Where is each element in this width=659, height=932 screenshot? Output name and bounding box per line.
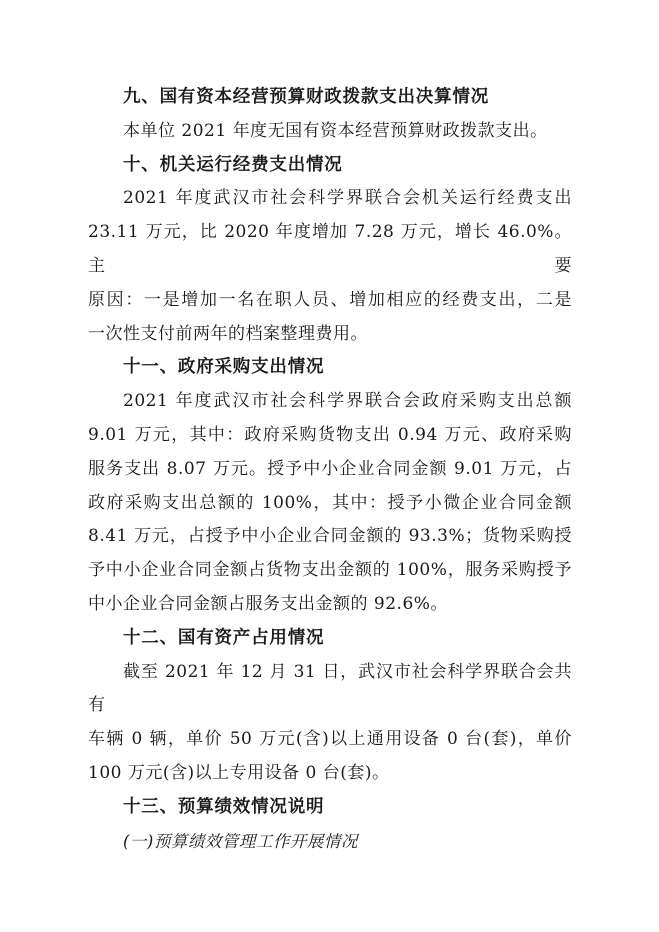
paragraph-line: 23.11 万元，比 2020 年度增加 7.28 万元，增长 46.0%。主要: [88, 222, 572, 276]
paragraph-line: 原因：一是增加一名在职人员、增加相应的经费支出，二是: [88, 289, 572, 310]
paragraph-line: 截至 2021 年 12 月 31 日，武汉市社会科学界联合会共有: [88, 661, 572, 716]
paragraph-line: 服务支出 8.07 万元。授予中小企业合同金额 9.01 万元，占: [88, 458, 572, 479]
paragraph-line: 9.01 万元，其中：政府采购货物支出 0.94 万元、政府采购: [88, 424, 572, 445]
heading-section-11: 十一、政府采购支出情况: [123, 357, 325, 378]
paragraph-line: 2021 年度武汉市社会科学界联合会机关运行经费支出: [123, 188, 572, 209]
paragraph-line: 一次性支付前两年的档案整理费用。: [88, 323, 368, 344]
paragraph-line: 予中小企业合同金额占货物支出金额的 100%，服务采购授予: [88, 560, 572, 581]
paragraph-line: 政府采购支出总额的 100%，其中：授予小微企业合同金额: [88, 492, 572, 513]
paragraph-line: 8.41 万元，占授予中小企业合同金额的 93.3%；货物采购授: [88, 526, 572, 547]
heading-section-10: 十、机关运行经费支出情况: [123, 154, 343, 175]
heading-section-9: 九、国有资本经营预算财政拨款支出决算情况: [123, 87, 489, 107]
heading-section-13: 十三、预算绩效情况说明: [123, 796, 325, 817]
subsection-kai-line: (一)预算绩效管理工作开展情况: [123, 831, 358, 851]
paragraph-line: 车辆 0 辆，单价 50 万元(含)以上通用设备 0 台(套)，单价: [88, 729, 572, 750]
paragraph-line: 本单位 2021 年度无国有资本经营预算财政拨款支出。: [123, 120, 548, 141]
paragraph-line: 中小企业合同金额占服务支出金额的 92.6%。: [88, 593, 448, 614]
document-content: [88, 81, 572, 858]
paragraph-line: 100 万元(含)以上专用设备 0 台(套)。: [88, 762, 390, 783]
heading-section-12: 十二、国有资产占用情况: [123, 627, 325, 648]
paragraph-line: 2021 年度武汉市社会科学界联合会政府采购支出总额: [123, 391, 572, 412]
